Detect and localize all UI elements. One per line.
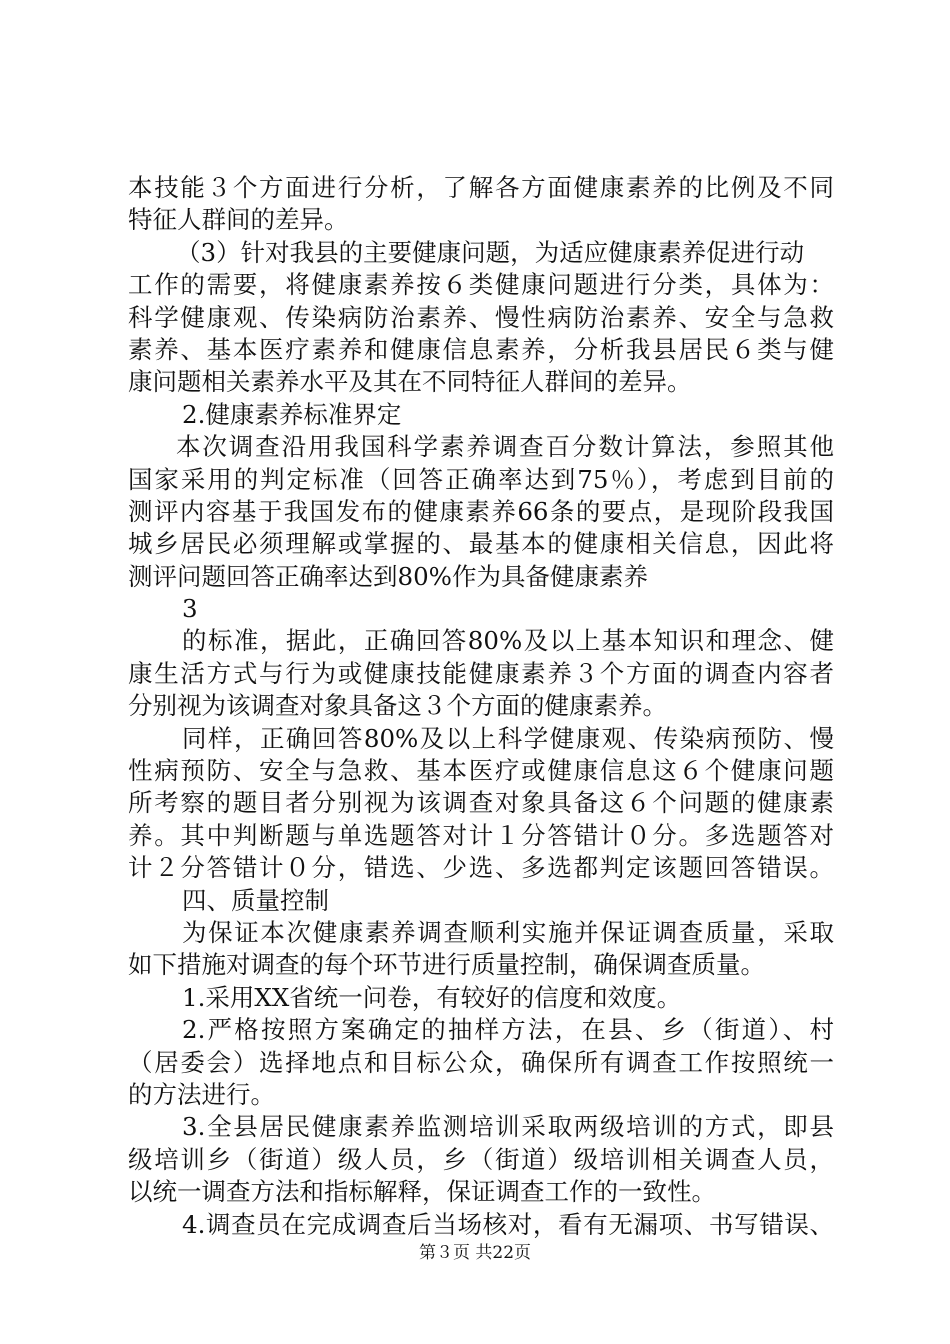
page-footer: 第３页 共22页 xyxy=(418,1243,532,1263)
text-line: 素养、基本医疗素养和健康信息素养，分析我县居民６类与健 xyxy=(128,334,834,364)
text-line: 计２分答错计０分，错选、少选、多选都判定该题回答错误。 xyxy=(128,853,834,883)
text-line: 养。其中判断题与单选题答对计１分答错计０分。多选题答对 xyxy=(128,820,834,850)
text-line: 的标准，据此，正确回答80%及以上基本知识和理念、健 xyxy=(182,626,834,656)
page-number-marker: 3 xyxy=(182,594,198,624)
text-line: 测评问题回答正确率达到80%作为具备健康素养 xyxy=(128,561,648,591)
text-line: 所考察的题目者分别视为该调查对象具备这６个问题的健康素 xyxy=(128,788,834,818)
section-heading: 2.健康素养标准界定 xyxy=(182,399,402,429)
text-line: 测评内容基于我国发布的健康素养66条的要点，是现阶段我国 xyxy=(128,496,834,526)
section-heading: 四、质量控制 xyxy=(182,885,329,915)
text-line: 1.采用XX省统一问卷，有较好的信度和效度。 xyxy=(182,982,682,1012)
text-line: 性病预防、安全与急救、基本医疗或健康信息这６个健康问题 xyxy=(128,756,834,786)
text-line: 科学健康观、传染病防治素养、慢性病防治素养、安全与急救 xyxy=(128,302,834,332)
text-line: 城乡居民必须理解或掌握的、最基本的健康相关信息，因此将 xyxy=(128,529,834,559)
text-line: 分别视为该调查对象具备这３个方面的健康素养。 xyxy=(128,691,667,721)
text-line: 特征人群间的差异。 xyxy=(128,205,349,235)
text-line: 4.调查员在完成调查后当场核对，看有无漏项、书写错误、 xyxy=(182,1209,834,1239)
text-line: 康问题相关素养水平及其在不同特征人群间的差异。 xyxy=(128,367,692,397)
text-line: 本技能３个方面进行分析，了解各方面健康素养的比例及不同 xyxy=(128,173,834,202)
text-line: 如下措施对调查的每个环节进行质量控制，确保调查质量。 xyxy=(128,950,765,980)
text-line: 以统一调查方法和指标解释，保证调查工作的一致性。 xyxy=(128,1177,716,1207)
text-line: 3.全县居民健康素养监测培训采取两级培训的方式，即县 xyxy=(182,1112,834,1142)
text-line: 的方法进行。 xyxy=(128,1079,275,1109)
text-line: 康生活方式与行为或健康技能健康素养３个方面的调查内容者 xyxy=(128,658,834,688)
text-line: （居委会）选择地点和目标公众，确保所有调查工作按照统一 xyxy=(128,1047,834,1077)
text-line: 2.严格按照方案确定的抽样方法，在县、乡（街道）、村 xyxy=(182,1015,834,1045)
text-line: 级培训乡（街道）级人员，乡（街道）级培训相关调查人员， xyxy=(128,1144,834,1174)
text-line: 国家采用的判定标准（回答正确率达到75％），考虑到目前的 xyxy=(128,464,834,494)
text-line: 工作的需要，将健康素养按６类健康问题进行分类，具体为： xyxy=(128,270,834,300)
text-line: 同样，正确回答80%及以上科学健康观、传染病预防、慢 xyxy=(182,723,834,753)
text-line: （3）针对我县的主要健康问题，为适应健康素养促进行动 xyxy=(176,237,805,267)
text-line: 本次调查沿用我国科学素养调查百分数计算法，参照其他 xyxy=(176,432,834,462)
text-line: 为保证本次健康素养调查顺利实施并保证调查质量，采取 xyxy=(182,917,834,947)
document-body xyxy=(128,172,834,1241)
